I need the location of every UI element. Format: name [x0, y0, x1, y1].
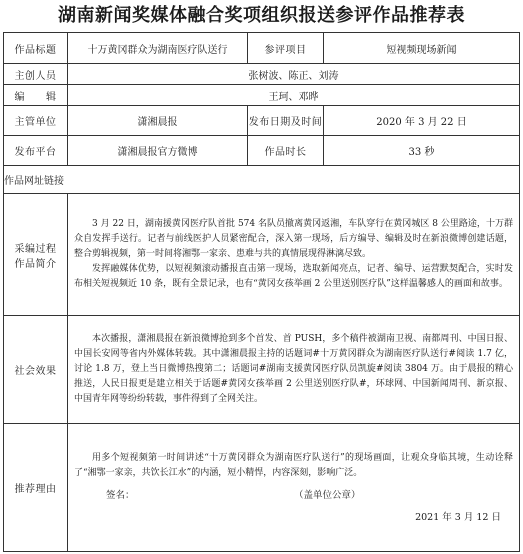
work-title-value: 十万黄冈群众为湖南医疗队送行	[68, 33, 248, 64]
summary-label-line1: 采编过程	[14, 243, 57, 255]
social-effect-label: 社会效果	[4, 316, 68, 424]
platform-value: 潇湘晨报官方微博	[68, 136, 248, 166]
summary-label-line2: 作品简介	[14, 258, 57, 270]
summary-content	[68, 194, 520, 316]
row-editors	[4, 85, 520, 106]
row-social-effect	[4, 316, 520, 424]
summary-paragraph: 发挥融媒体优势，以短视频滚动播报直击第一现场，选取新闻亮点，记者、编导、运营默契配合，实时发布相关短视频近 10 条，既有全景记录，也有“黄冈女孩举画 2 公里送别医疗队”这样温馨感人的画面和故事。	[74, 264, 513, 289]
link-label	[4, 166, 520, 194]
organization-label: 主管单位	[4, 106, 68, 136]
summary-paragraph: 3 月 22 日，湖南援黄冈医疗队首批 574 名队员撤离黄冈返湘，车队穿行在黄冈城区 8 公里路途，十万群众自发挥手送行。记者与前线医护人员紧密配合，深入第一现场，后方编导、编辑及时在新浪微博创建话题，整合剪辑视频，第一时间将湘鄂一家亲、患难与共的真情展现得淋漓尽致。	[74, 219, 513, 259]
row-recommendation	[4, 424, 520, 552]
signature-label: 签名：	[106, 489, 135, 501]
row-link	[4, 166, 520, 194]
creators-label: 主创人员	[4, 64, 68, 85]
publish-date-label: 发布日期及时间	[248, 106, 324, 136]
summary-label	[4, 194, 68, 316]
recommendation-form-table	[3, 32, 520, 552]
editors-value: 王珂、邓晔	[68, 85, 520, 106]
recommendation-label: 推荐理由	[4, 424, 68, 552]
signature-row	[68, 487, 519, 503]
publish-date-value: 2020 年 3 月 22 日	[324, 106, 520, 136]
award-category-label: 参评项目	[248, 33, 324, 64]
social-effect-content	[68, 316, 520, 424]
row-organization	[4, 106, 520, 136]
seal-note: （盖单位公章）	[294, 489, 361, 501]
date-row	[68, 509, 519, 525]
duration-label: 作品时长	[248, 136, 324, 166]
platform-label: 发布平台	[4, 136, 68, 166]
work-title-label: 作品标题	[4, 33, 68, 64]
row-platform	[4, 136, 520, 166]
signature-date: 2021 年 3 月 12 日	[415, 511, 501, 523]
recommendation-paragraph: 用多个短视频第一时间讲述“十万黄冈群众为湖南医疗队送行”的现场画面，让观众身临其境，生动诠释了“湘鄂一家亲，共饮长江水”的内涵，短小精悍，内容深刻，影响广泛。	[74, 452, 513, 478]
award-category-value: 短视频现场新闻	[324, 33, 520, 64]
recommendation-content	[68, 424, 520, 552]
editors-label: 编 辑	[4, 85, 68, 106]
duration-value: 33 秒	[324, 136, 520, 166]
social-effect-paragraph: 本次播报，潇湘晨报在新浪微博抢到多个首发、首 PUSH，多个稿件被湖南卫视、南都周刊、中国日报、中国长安网等省内外媒体转载。其中潇湘晨报主持的话题词#十万黄冈群众为湖南医疗队送行#阅读 1.7 亿，讨论 1.8 万，登上当日微博热搜第二；话题词#湖南支援黄冈医疗队员凯旋#阅读 3804 万。由于晨报的精心推送，人民日报更是建立相关于话题#黄冈女孩举画 2 公里送别医疗队#，环球网、中国新闻周刊、新京报、中国青年网等纷纷转载，事件得到了全网关注。	[74, 334, 513, 404]
row-creators	[4, 64, 520, 85]
organization-value: 潇湘晨报	[68, 106, 248, 136]
link-label-text: 作品网址链接	[4, 176, 64, 187]
creators-value: 张树波、陈正、刘涛	[68, 64, 520, 85]
row-summary	[4, 194, 520, 316]
document-title: 湖南新闻奖媒体融合奖项组织报送参评作品推荐表	[58, 5, 465, 26]
row-work-title	[4, 33, 520, 64]
